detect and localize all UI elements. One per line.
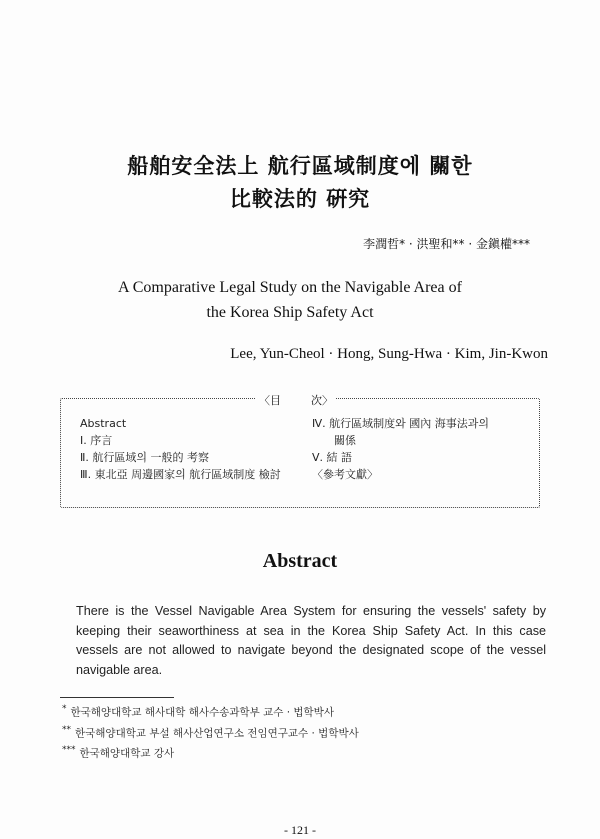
footnote-divider (60, 697, 174, 698)
toc-item: Ⅱ. 航行區域의 一般的 考察 (80, 451, 210, 464)
paper-title-line1: 船舶安全法上 航行區域制度에 關한 (127, 154, 473, 178)
footnote-text: 한국해양대학교 강사 (79, 747, 175, 760)
abstract-body: There is the Vessel Navigable Area System for ensuring the vessels' safety by keeping their seaworthiness at sea in the Korea Ship Safety Act. In this case vessels are not allowed to navigate beyond the designated scope of the vessel navigable area. (76, 604, 546, 677)
toc-item: 〈參考文獻〉 (312, 468, 378, 481)
toc-item: Ⅲ. 東北亞 周邊國家의 航行區域制度 檢討 (80, 468, 281, 481)
footnote-item (62, 722, 359, 743)
footnote-mark: *** (62, 745, 76, 755)
authors-korean: 李潤哲* · 洪聖和** · 金鎭權*** (363, 237, 530, 251)
footnote-text: 한국해양대학교 부설 해사산업연구소 전임연구교수 · 법학박사 (75, 727, 359, 739)
toc-left-column (80, 415, 281, 483)
english-title-line2: the Korea Ship Safety Act (206, 304, 374, 321)
footnote-item (62, 742, 359, 763)
toc-heading (256, 392, 336, 408)
toc-heading-right: 次〉 (311, 394, 333, 407)
toc-item: Ⅰ. 序言 (80, 434, 113, 447)
footnote-item (62, 701, 359, 722)
toc-item: Abstract (80, 417, 127, 430)
footnote-mark: ** (62, 724, 71, 735)
toc-item: Ⅴ. 結 語 (312, 451, 353, 464)
footnote-mark: * (62, 704, 67, 714)
page-number: - 121 - (284, 823, 316, 837)
toc-right-column (312, 415, 489, 483)
abstract-heading: Abstract (262, 550, 338, 572)
english-title-line1: A Comparative Legal Study on the Navigable Area of (118, 279, 462, 296)
toc-heading-left: 〈目 (259, 394, 281, 407)
authors-english: Lee, Yun-Cheol · Hong, Sung-Hwa · Kim, Jin-Kwon (230, 346, 548, 362)
paper-title-line2: 比較法的 硏究 (229, 187, 371, 211)
toc-item: Ⅳ. 航行區域制度와 國內 海事法과의 (312, 417, 490, 430)
footnote-text: 한국해양대학교 해사대학 해사수송과학부 교수 · 법학박사 (70, 706, 334, 719)
footnotes (62, 701, 359, 763)
toc-item: 關係 (334, 434, 356, 447)
